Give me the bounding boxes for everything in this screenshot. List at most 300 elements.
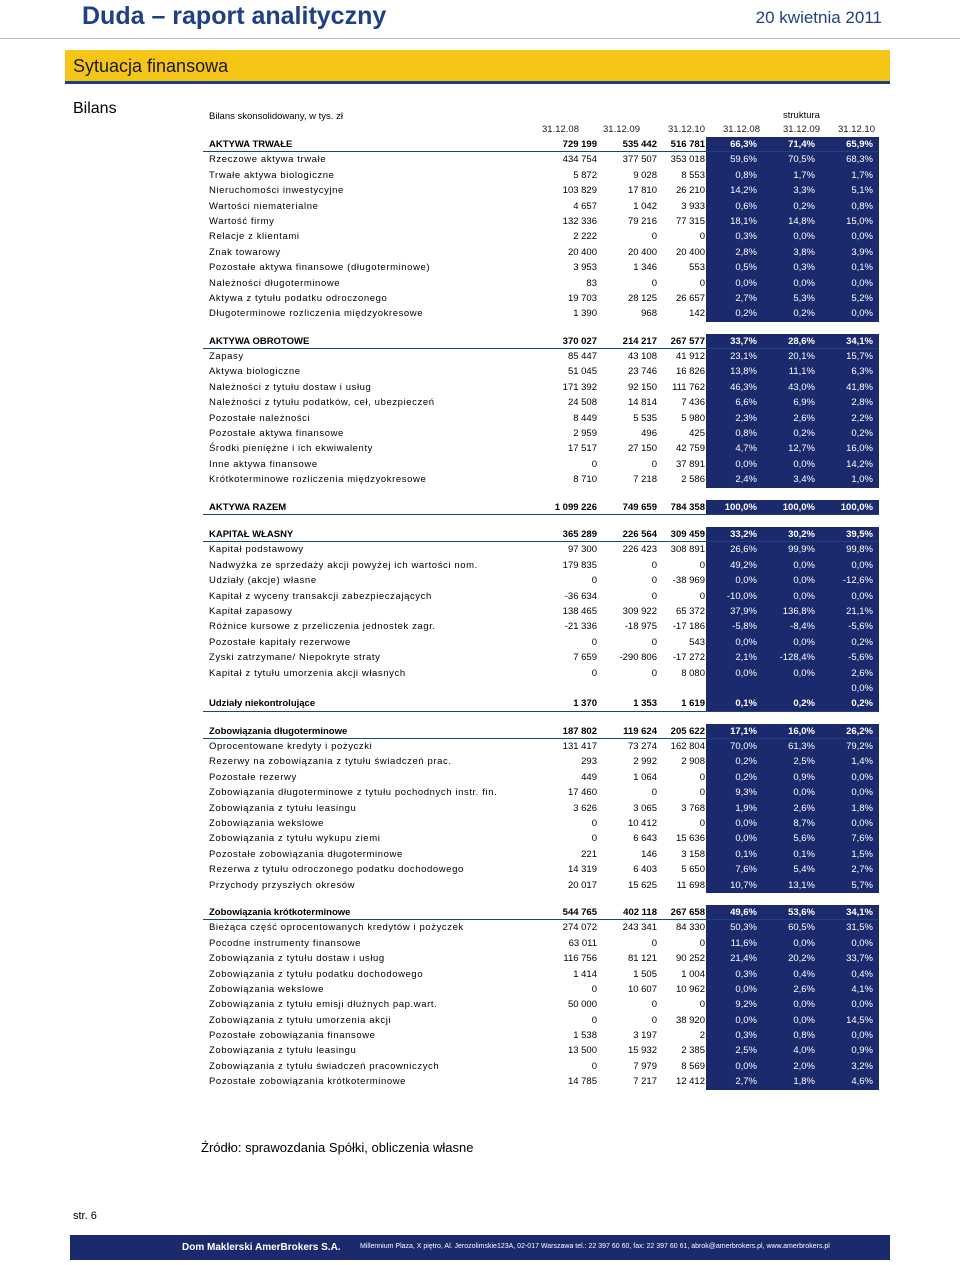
row-percent: 1,8% (851, 802, 873, 814)
row-percent: 60,5% (788, 922, 815, 934)
row-percent: 2,7% (735, 1076, 757, 1088)
row-percent: 0,0% (851, 277, 873, 289)
row-label: Relacje z klientami (209, 231, 300, 243)
row-percent: 4,7% (735, 443, 757, 455)
report-date: 20 kwietnia 2011 (755, 8, 882, 27)
row-percent: 2,5% (793, 756, 815, 768)
row-percent: 1,5% (851, 848, 873, 860)
row-value: 0 (651, 559, 657, 571)
row-percent: 0,0% (735, 983, 757, 995)
table-row (203, 183, 879, 198)
row-label: Nieruchomości inwestycyjne (209, 185, 344, 197)
row-value: 309 922 (622, 605, 657, 617)
row-label: Rezerwy na zobowiązania z tytułu świadczeń prac. (209, 756, 452, 768)
row-percent: 0,0% (793, 559, 815, 571)
row-value: 2 959 (573, 428, 597, 440)
date-header: 31.12.10 (838, 124, 875, 135)
row-percent: 0,9% (793, 771, 815, 783)
row-label: Zobowiązania z tytułu dostaw i usług (209, 953, 385, 965)
row-label: Znak towarowy (209, 246, 281, 258)
row-value: 2 908 (681, 756, 705, 768)
table-row (203, 245, 879, 260)
table-row (203, 1028, 879, 1043)
row-value: 0 (591, 667, 597, 679)
row-percent: 5,6% (793, 833, 815, 845)
row-label: Zobowiązania z tytułu leasingu (209, 802, 357, 814)
table-row (203, 349, 879, 364)
header-divider (0, 38, 960, 39)
row-value: 226 423 (622, 544, 657, 556)
row-value: 17 810 (627, 185, 657, 197)
row-label: Oprocentowane kredyty i pożyczki (209, 741, 373, 753)
row-value: 0 (651, 590, 657, 602)
row-percent: 21,4% (730, 953, 757, 965)
row-value: 15 625 (627, 879, 657, 891)
row-label: Zobowiązania z tytułu wykupu ziemi (209, 833, 381, 845)
table-row (203, 1059, 879, 1074)
row-percent: 5,3% (793, 292, 815, 304)
structure-label: struktura (783, 110, 820, 121)
row-value: 41 912 (675, 351, 705, 363)
row-percent: 0,1% (793, 848, 815, 860)
row-percent: 0,0% (735, 458, 757, 470)
row-value: 5 650 (681, 864, 705, 876)
row-percent: 2,4% (735, 474, 757, 486)
row-percent: 46,3% (730, 381, 757, 393)
row-value: -38 969 (672, 575, 705, 587)
row-value: 353 018 (670, 154, 705, 166)
row-percent: 61,3% (788, 741, 815, 753)
table-row (203, 739, 879, 754)
row-value: 50 000 (567, 999, 597, 1011)
row-value: 26 210 (675, 185, 705, 197)
row-percent: 0,2% (851, 428, 873, 440)
row-percent: 33,7% (846, 953, 873, 965)
row-percent: 70,5% (788, 154, 815, 166)
row-value: 28 125 (627, 292, 657, 304)
row-percent: 12,7% (788, 443, 815, 455)
row-percent: 0,2% (735, 771, 757, 783)
footer-address: Millennium Plaza, X piętro, Al. Jerozolimskie123A, 02-017 Warszawa tel.: 22 397 60 60, fax: 22 397 60 61, abrok@amerbrokers.pl, www.amerbrokers.pl (360, 1243, 830, 1250)
row-percent: 0,0% (735, 1060, 757, 1072)
row-label: Zobowiązania z tytułu świadczeń pracowniczych (209, 1060, 440, 1072)
row-label: Należności długoterminowe (209, 277, 341, 289)
row-percent: 5,2% (851, 292, 873, 304)
table-row (203, 291, 879, 306)
row-percent: 4,1% (851, 983, 873, 995)
row-percent: 65,9% (846, 139, 873, 150)
row-value: 0 (591, 1060, 597, 1072)
row-percent: 2,1% (735, 652, 757, 664)
row-percent: 0,0% (793, 590, 815, 602)
row-value: 10 607 (627, 983, 657, 995)
row-value: 0 (651, 667, 657, 679)
row-value: 0 (591, 458, 597, 470)
row-percent: 100,0% (782, 501, 815, 513)
row-percent: 0,0% (793, 787, 815, 799)
row-value: 2 222 (573, 231, 597, 243)
row-label: Rzeczowe aktywa trwałe (209, 154, 327, 166)
row-value: 749 659 (622, 501, 657, 513)
row-percent: 43,0% (788, 381, 815, 393)
row-value: 274 072 (562, 922, 597, 934)
table-row (203, 635, 879, 650)
table-row (203, 801, 879, 816)
row-value: 0 (699, 771, 705, 783)
row-value: 17 460 (567, 787, 597, 799)
row-label: Rezerwa z tytułu odroczonego podatku dochodowego (209, 864, 464, 876)
row-value: 111 762 (672, 381, 705, 393)
row-value: 13 500 (567, 1045, 597, 1057)
row-value: 2 586 (681, 474, 705, 486)
table-row (203, 214, 879, 229)
row-value: 1 064 (633, 771, 657, 783)
row-value: 221 (581, 848, 597, 860)
source-note: Źródło: sprawozdania Spółki, obliczenia własne (201, 1140, 474, 1155)
row-spacer (203, 488, 879, 500)
row-percent: 0,0% (793, 667, 815, 679)
row-value: 10 412 (627, 818, 657, 830)
row-spacer (203, 515, 879, 527)
row-value: 293 (581, 756, 597, 768)
row-percent: 33,2% (730, 528, 757, 540)
row-value: 85 447 (567, 351, 597, 363)
row-percent: 0,0% (735, 636, 757, 648)
row-percent: 100,0% (724, 501, 757, 513)
row-percent: 59,6% (730, 154, 757, 166)
row-percent: 1,7% (793, 169, 815, 181)
row-percent: 7,6% (851, 833, 873, 845)
row-value: 214 217 (622, 335, 657, 347)
row-percent: 50,3% (730, 922, 757, 934)
row-value: 377 507 (622, 154, 657, 166)
row-value: 308 891 (670, 544, 705, 556)
row-percent: 0,0% (851, 231, 873, 243)
row-value: 0 (699, 277, 705, 289)
row-percent: 4,6% (851, 1076, 873, 1088)
row-label: Krótkoterminowe rozliczenia międzyokresowe (209, 474, 427, 486)
table-row (203, 589, 879, 604)
row-value: 3 065 (633, 802, 657, 814)
row-value: 0 (699, 590, 705, 602)
row-percent: 0,0% (793, 458, 815, 470)
row-percent: 71,4% (788, 139, 815, 150)
row-value: 179 835 (562, 559, 597, 571)
row-value: 267 577 (670, 335, 705, 347)
row-label: AKTYWA RAZEM (209, 501, 287, 513)
table-caption: Bilans skonsolidowany, w tys. zł (209, 111, 343, 122)
row-label: Należności z tytułu podatków, ceł, ubezpieczeń (209, 397, 435, 409)
row-value: -36 634 (564, 590, 597, 602)
row-value: 0 (591, 636, 597, 648)
row-value: -17 272 (672, 652, 705, 664)
row-label: Zobowiązania z tytułu podatku dochodowego (209, 968, 424, 980)
row-value: 42 759 (675, 443, 705, 455)
table-row (203, 982, 879, 997)
row-label: AKTYWA TRWAŁE (209, 139, 293, 150)
row-label: Należności z tytułu dostaw i usług (209, 381, 372, 393)
row-percent: 79,2% (846, 741, 873, 753)
table-row (203, 573, 879, 588)
row-percent: 5,1% (851, 185, 873, 197)
row-percent: 0,2% (793, 698, 815, 710)
row-percent: 0,0% (851, 771, 873, 783)
row-label: Zobowiązania krótkoterminowe (209, 906, 351, 918)
table-section-row (203, 696, 879, 711)
row-value: 83 (586, 277, 597, 289)
row-percent: 10,7% (730, 879, 757, 891)
row-value: 0 (699, 937, 705, 949)
row-value: 138 465 (562, 605, 597, 617)
row-label: Zobowiązania z tytułu umorzenia akcji (209, 1014, 392, 1026)
row-percent: 16,0% (788, 725, 815, 737)
row-percent: 8,7% (793, 818, 815, 830)
row-value: 73 274 (627, 741, 657, 753)
row-value: 5 980 (681, 412, 705, 424)
row-percent: 41,8% (846, 381, 873, 393)
row-percent: 99,9% (788, 544, 815, 556)
row-percent: 66,3% (730, 139, 757, 150)
row-value: 425 (689, 428, 705, 440)
table-row (203, 395, 879, 410)
row-value: 2 385 (681, 1045, 705, 1057)
row-percent: 0,0% (735, 1014, 757, 1026)
row-percent: 17,1% (730, 725, 757, 737)
table-header (203, 107, 879, 137)
row-value: 38 920 (675, 1014, 705, 1026)
row-value: 365 289 (562, 528, 597, 540)
row-value: 12 412 (675, 1076, 705, 1088)
row-percent: 39,5% (846, 528, 873, 540)
row-value: 1 505 (633, 968, 657, 980)
row-value: 5 535 (633, 412, 657, 424)
row-percent: 0,3% (735, 1030, 757, 1042)
row-value: 146 (641, 848, 657, 860)
row-value: 131 417 (562, 741, 597, 753)
row-value: 9 028 (633, 169, 657, 181)
row-value: 0 (591, 575, 597, 587)
row-value: 0 (651, 231, 657, 243)
row-percent: 11,6% (730, 937, 757, 949)
row-percent: 136,8% (782, 605, 815, 617)
row-value: 14 785 (567, 1076, 597, 1088)
row-percent: 0,0% (851, 999, 873, 1011)
row-percent: 2,3% (735, 412, 757, 424)
row-value: 544 765 (562, 906, 597, 918)
table-row (203, 364, 879, 379)
row-value: 0 (651, 1014, 657, 1026)
row-percent: 0,8% (793, 1030, 815, 1042)
row-percent: 26,6% (730, 544, 757, 556)
row-label: Zapasy (209, 351, 244, 363)
row-value: 226 564 (622, 528, 657, 540)
row-value: 0 (651, 277, 657, 289)
row-percent: 2,2% (851, 412, 873, 424)
row-value: 3 953 (573, 262, 597, 274)
table-row (203, 472, 879, 487)
table-row (203, 380, 879, 395)
row-percent: 68,3% (846, 154, 873, 166)
row-value: 3 197 (633, 1030, 657, 1042)
row-value: 77 315 (675, 215, 705, 227)
table-section-row (203, 500, 879, 515)
row-percent: 0,9% (851, 1045, 873, 1057)
date-header: 31.12.10 (668, 124, 705, 135)
row-percent: 6,3% (851, 366, 873, 378)
row-value: 1 099 226 (554, 501, 597, 513)
row-value: 0 (651, 636, 657, 648)
row-percent: 0,0% (735, 818, 757, 830)
row-percent: 0,0% (735, 833, 757, 845)
row-percent: 70,0% (730, 741, 757, 753)
table-section-row (203, 527, 879, 542)
row-percent: 0,2% (793, 200, 815, 212)
row-value: 8 710 (573, 474, 597, 486)
section-title: Sytuacja finansowa (73, 56, 229, 76)
row-value: 8 569 (681, 1060, 705, 1072)
row-value: 0 (591, 818, 597, 830)
row-percent: 0,0% (735, 277, 757, 289)
row-percent: 9,2% (735, 999, 757, 1011)
row-percent: 3,2% (851, 1060, 873, 1072)
row-percent: 1,7% (851, 169, 873, 181)
row-label: Nadwyżka ze sprzedaży akcji powyżej ich wartości nom. (209, 559, 478, 571)
row-percent: 30,2% (788, 528, 815, 540)
row-value: 370 027 (562, 335, 597, 347)
row-value: 516 781 (670, 139, 705, 150)
row-percent: 0,2% (793, 308, 815, 320)
section-banner (65, 50, 890, 84)
row-value: 2 992 (633, 756, 657, 768)
row-percent: 2,5% (735, 1045, 757, 1057)
row-label: Pocodne instrumenty finansowe (209, 937, 362, 949)
row-spacer (203, 712, 879, 724)
row-value: 23 746 (627, 366, 657, 378)
row-label: Zobowiązania długoterminowe z tytułu pochodnych instr. fin. (209, 787, 498, 799)
table-row (203, 666, 879, 681)
table-row (203, 936, 879, 951)
row-value: 3 768 (681, 802, 705, 814)
row-value: 0 (591, 983, 597, 995)
row-label: Pozostałe kapitały rezerwowe (209, 636, 351, 648)
date-header: 31.12.09 (603, 124, 640, 135)
row-label: Aktywa biologiczne (209, 366, 301, 378)
table-row (203, 306, 879, 321)
row-percent: 100,0% (840, 501, 873, 513)
row-label: Długoterminowe rozliczenia międzyokresowe (209, 308, 424, 320)
row-percent: 0,8% (735, 428, 757, 440)
row-value: 496 (641, 428, 657, 440)
row-value: 97 300 (567, 544, 597, 556)
table-row (203, 199, 879, 214)
table-row (203, 681, 879, 696)
table-row (203, 862, 879, 877)
row-label: Aktywa z tytułu podatku odroczonego (209, 292, 388, 304)
table-row (203, 770, 879, 785)
row-value: -18 975 (624, 621, 657, 633)
row-value: 90 252 (675, 953, 705, 965)
row-percent: 0,3% (735, 231, 757, 243)
row-value: 402 118 (623, 906, 657, 918)
row-label: KAPITAŁ WŁASNY (209, 528, 294, 540)
row-percent: 0,0% (735, 667, 757, 679)
row-percent: 0,5% (735, 262, 757, 274)
row-value: 63 011 (568, 937, 597, 949)
row-value: 19 703 (567, 292, 597, 304)
row-value: -21 336 (564, 621, 597, 633)
table-row (203, 1043, 879, 1058)
row-label: Zobowiązania wekslowe (209, 983, 325, 995)
row-value: 26 657 (675, 292, 705, 304)
row-label: Pozostałe zobowiązania długoterminowe (209, 848, 403, 860)
table-row (203, 951, 879, 966)
table-section-row (203, 137, 879, 152)
row-percent: -5,6% (848, 621, 873, 633)
row-value: 84 330 (675, 922, 705, 934)
row-label: Zobowiązania długoterminowe (209, 725, 348, 737)
row-label: Pozostałe należności (209, 412, 311, 424)
row-percent: 31,5% (846, 922, 873, 934)
table-row (203, 604, 879, 619)
row-value: 43 108 (627, 351, 657, 363)
row-percent: 3,3% (793, 185, 815, 197)
row-percent: 4,0% (793, 1045, 815, 1057)
row-value: 5 872 (573, 169, 597, 181)
row-label: Kapitał z tytułu umorzenia akcji własnych (209, 667, 406, 679)
date-headers (203, 124, 879, 136)
row-value: 11 698 (676, 879, 705, 891)
row-percent: 2,7% (851, 864, 873, 876)
row-value: 14 814 (627, 397, 657, 409)
row-value: 103 829 (562, 185, 597, 197)
row-value: 20 400 (567, 246, 597, 258)
table-row (203, 542, 879, 557)
side-label: Bilans (73, 100, 117, 117)
table-row (203, 558, 879, 573)
row-value: 171 392 (562, 381, 597, 393)
table-body (203, 137, 879, 1090)
row-percent: 49,6% (730, 906, 757, 918)
row-percent: 14,5% (846, 1014, 873, 1026)
table-row (203, 920, 879, 935)
row-percent: 2,7% (735, 292, 757, 304)
row-value: 10 962 (675, 983, 705, 995)
row-percent: 2,8% (735, 246, 757, 258)
row-percent: 3,4% (793, 474, 815, 486)
row-value: 0 (699, 559, 705, 571)
row-value: 24 508 (567, 397, 597, 409)
row-percent: 1,9% (735, 802, 757, 814)
row-label: Przychody przyszłych okresów (209, 879, 356, 891)
row-percent: 0,0% (793, 999, 815, 1011)
row-percent: 34,1% (846, 906, 873, 918)
row-percent: 0,1% (735, 848, 757, 860)
row-percent: 0,2% (735, 308, 757, 320)
table-row (203, 276, 879, 291)
row-percent: 2,0% (793, 1060, 815, 1072)
row-percent: 2,8% (851, 397, 873, 409)
row-value: 162 804 (670, 741, 705, 753)
row-percent: 0,8% (851, 200, 873, 212)
row-percent: 13,1% (788, 879, 815, 891)
table-row (203, 229, 879, 244)
row-value: 37 891 (675, 458, 705, 470)
row-percent: 0,3% (793, 262, 815, 274)
table-row (203, 816, 879, 831)
row-percent: 0,0% (793, 575, 815, 587)
row-percent: 0,1% (851, 262, 873, 274)
row-value: 92 150 (627, 381, 657, 393)
